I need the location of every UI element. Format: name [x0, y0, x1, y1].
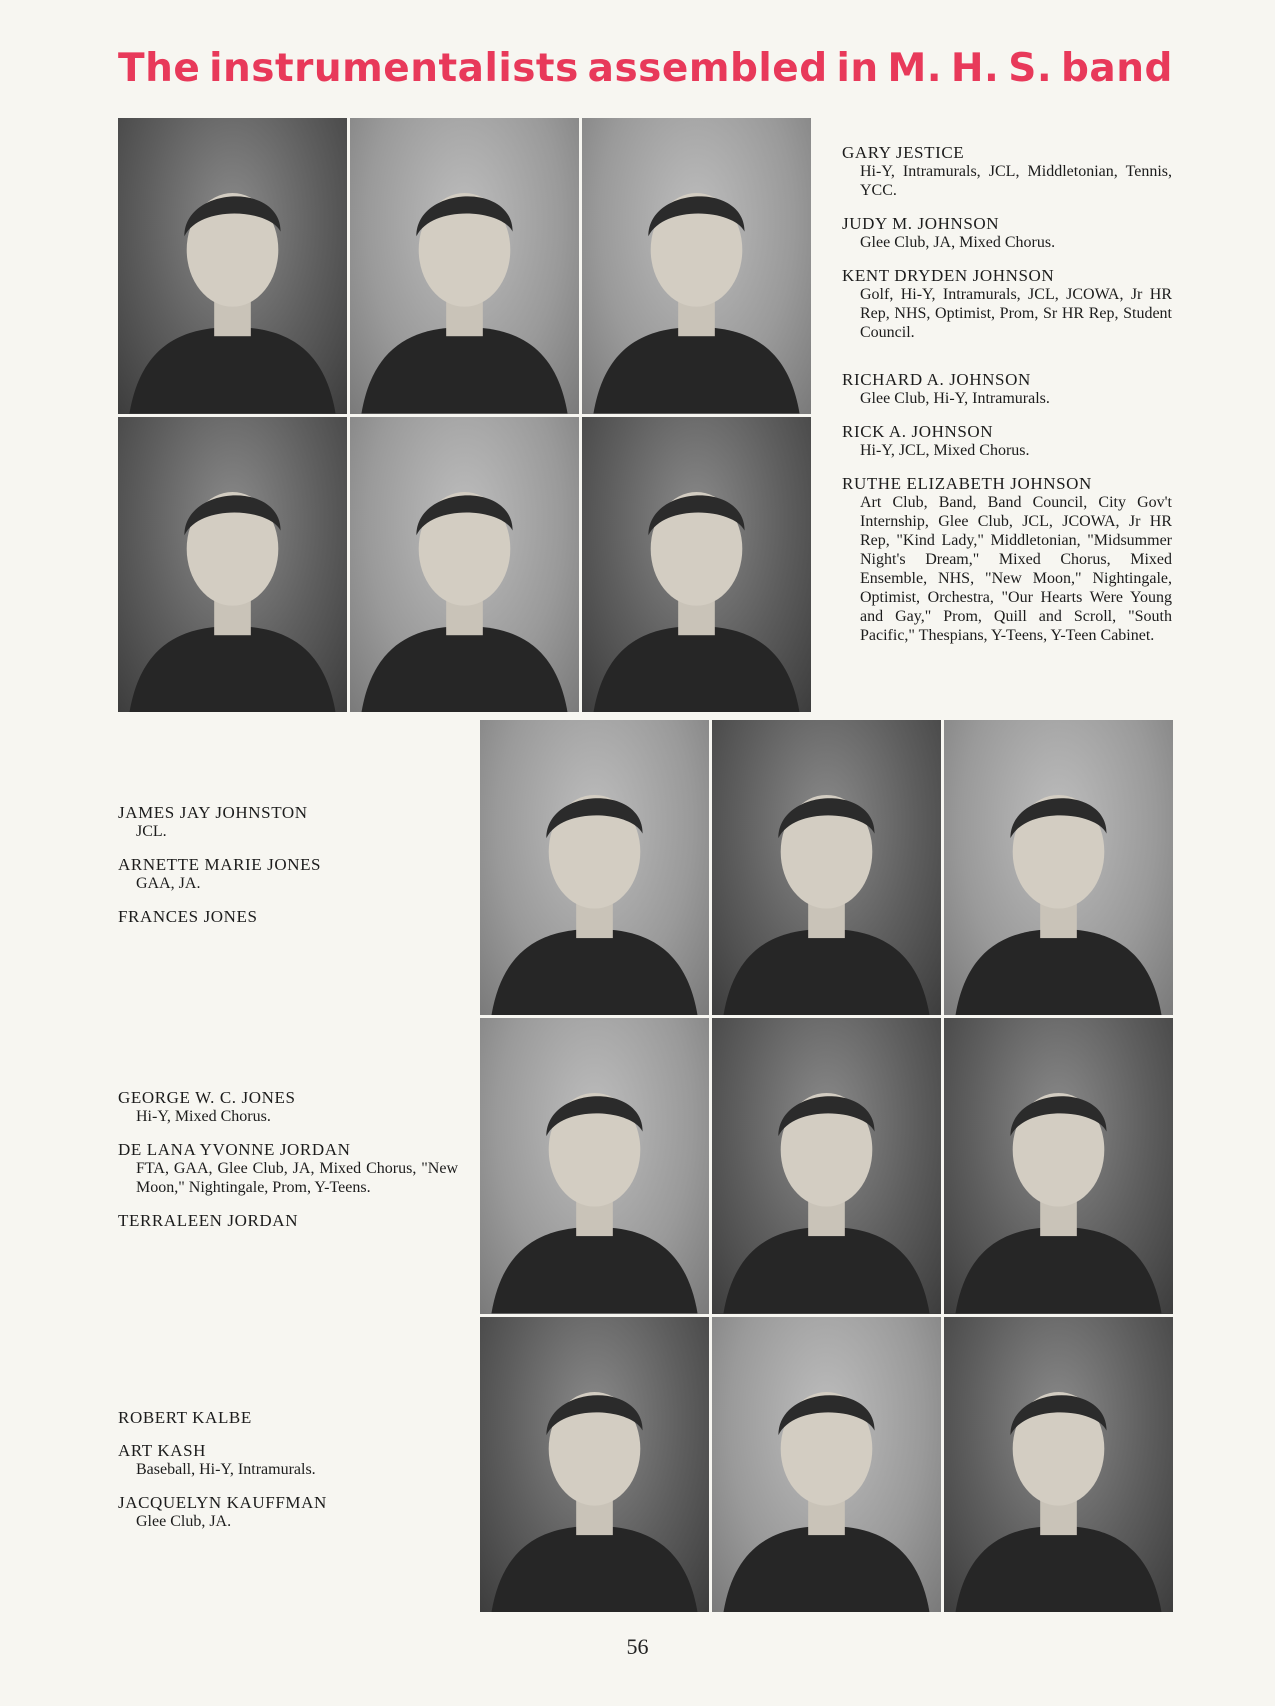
student-entry: [118, 1088, 458, 1126]
portrait-silhouette: [350, 417, 579, 713]
portrait-silhouette: [350, 118, 579, 414]
student-name: JAMES JAY JOHNSTON: [118, 803, 308, 822]
student-activities: Hi-Y, JCL, Mixed Chorus.: [860, 442, 1030, 459]
student-activities: Hi-Y, Mixed Chorus.: [136, 1108, 271, 1125]
portrait-silhouette: [118, 118, 347, 414]
student-activities: Glee Club, JA.: [136, 1513, 232, 1530]
portrait-silhouette: [480, 1317, 709, 1612]
student-name: RUTHE ELIZABETH JOHNSON: [842, 474, 1092, 493]
top-photo-grid: [118, 118, 811, 712]
student-name: JUDY M. JOHNSON: [842, 214, 1000, 233]
portrait-jacquelyn-kauffman: [944, 1317, 1173, 1612]
portrait-silhouette: [582, 417, 811, 713]
portrait-rick-johnson: [350, 417, 579, 713]
student-entry: [118, 1493, 458, 1531]
headline-word: instrumentalists: [209, 46, 579, 91]
student-name: JACQUELYN KAUFFMAN: [118, 1493, 327, 1512]
student-activities: Glee Club, Hi-Y, Intramurals.: [860, 390, 1050, 407]
portrait-judy-johnson: [350, 118, 579, 414]
student-activities: Hi-Y, Intramurals, JCL, Middletonian, Tennis, YCC.: [860, 163, 1172, 199]
row3-entries: [118, 1408, 458, 1545]
student-entry: [118, 907, 458, 926]
portrait-terraleen-jordan: [944, 1018, 1173, 1313]
student-name: RICHARD A. JOHNSON: [842, 370, 1031, 389]
portrait-ruthe-johnson: [582, 417, 811, 713]
row1-entries: [118, 803, 458, 940]
student-name: RICK A. JOHNSON: [842, 422, 994, 441]
portrait-silhouette: [944, 1317, 1173, 1612]
student-entry: [118, 1140, 458, 1197]
headline-word: assembled: [587, 46, 828, 91]
student-entry: [842, 422, 1172, 460]
portrait-james-johnston: [480, 720, 709, 1015]
portrait-gary-jestice: [118, 118, 347, 414]
headline-word: The: [118, 46, 201, 91]
portrait-richard-johnson: [118, 417, 347, 713]
student-entry: [118, 1408, 458, 1427]
student-name: ART KASH: [118, 1441, 207, 1460]
portrait-silhouette: [118, 417, 347, 713]
student-name: GARY JESTICE: [842, 143, 965, 162]
student-entry: [842, 370, 1172, 408]
portrait-silhouette: [944, 1018, 1173, 1313]
portrait-delana-jordan: [712, 1018, 941, 1313]
student-activities: Golf, Hi-Y, Intramurals, JCL, JCOWA, Jr HR Rep, NHS, Optimist, Prom, Sr HR Rep, Student Council.: [860, 286, 1172, 341]
student-entry: [842, 214, 1172, 252]
row2-entries: [118, 1088, 458, 1244]
student-entry: [842, 143, 1172, 200]
portrait-silhouette: [712, 1317, 941, 1612]
portrait-robert-kalbe: [480, 1317, 709, 1612]
headline-word: in: [836, 46, 879, 91]
portrait-silhouette: [712, 1018, 941, 1313]
student-activities: GAA, JA.: [136, 875, 201, 892]
headline-word: band: [1060, 46, 1173, 91]
portrait-art-kash: [712, 1317, 941, 1612]
student-entry: [118, 1441, 458, 1479]
portrait-kent-johnson: [582, 118, 811, 414]
student-name: DE LANA YVONNE JORDAN: [118, 1140, 351, 1159]
portrait-frances-jones: [944, 720, 1173, 1015]
portrait-george-jones: [480, 1018, 709, 1313]
student-activities: Baseball, Hi-Y, Intramurals.: [136, 1461, 316, 1478]
student-entry: [118, 855, 458, 893]
page-headline: [118, 46, 1173, 91]
student-name: ARNETTE MARIE JONES: [118, 855, 322, 874]
portrait-silhouette: [480, 1018, 709, 1313]
bottom-photo-grid: [480, 720, 1173, 1612]
student-entry: [842, 266, 1172, 342]
student-entry: [118, 803, 458, 841]
top-entries: [842, 143, 1172, 659]
student-activities: JCL.: [136, 823, 167, 840]
headline-word: M.: [887, 46, 943, 91]
portrait-arnette-jones: [712, 720, 941, 1015]
page-number: 56: [626, 1634, 649, 1659]
portrait-silhouette: [944, 720, 1173, 1015]
portrait-silhouette: [712, 720, 941, 1015]
headline-word: S.: [1008, 46, 1053, 91]
student-entry: [118, 1211, 458, 1230]
student-name: KENT DRYDEN JOHNSON: [842, 266, 1055, 285]
student-name: FRANCES JONES: [118, 907, 258, 926]
student-entry: [842, 474, 1172, 645]
student-activities: Glee Club, JA, Mixed Chorus.: [860, 234, 1056, 251]
student-activities: FTA, GAA, Glee Club, JA, Mixed Chorus, "New Moon," Nightingale, Prom, Y-Teens.: [136, 1160, 458, 1196]
student-name: TERRALEEN JORDAN: [118, 1211, 299, 1230]
student-name: GEORGE W. C. JONES: [118, 1088, 296, 1107]
headline-word: H.: [950, 46, 1000, 91]
student-activities: Art Club, Band, Band Council, City Gov't Internship, Glee Club, JCL, JCOWA, Jr HR Rep, "Kind Lady," Middletonian, "Midsummer Night's Dream," Mixed Chorus, Mixed Ensemble, NHS, "New Moon," Nightingale, Optimist, Orchestra, "Our Hearts Were Young and Gay," Prom, Quill and Scroll, "South Pacific," Thespians, Y-Teens, Y-Teen Cabinet.: [860, 494, 1172, 644]
portrait-silhouette: [582, 118, 811, 414]
portrait-silhouette: [480, 720, 709, 1015]
student-name: ROBERT KALBE: [118, 1408, 252, 1427]
